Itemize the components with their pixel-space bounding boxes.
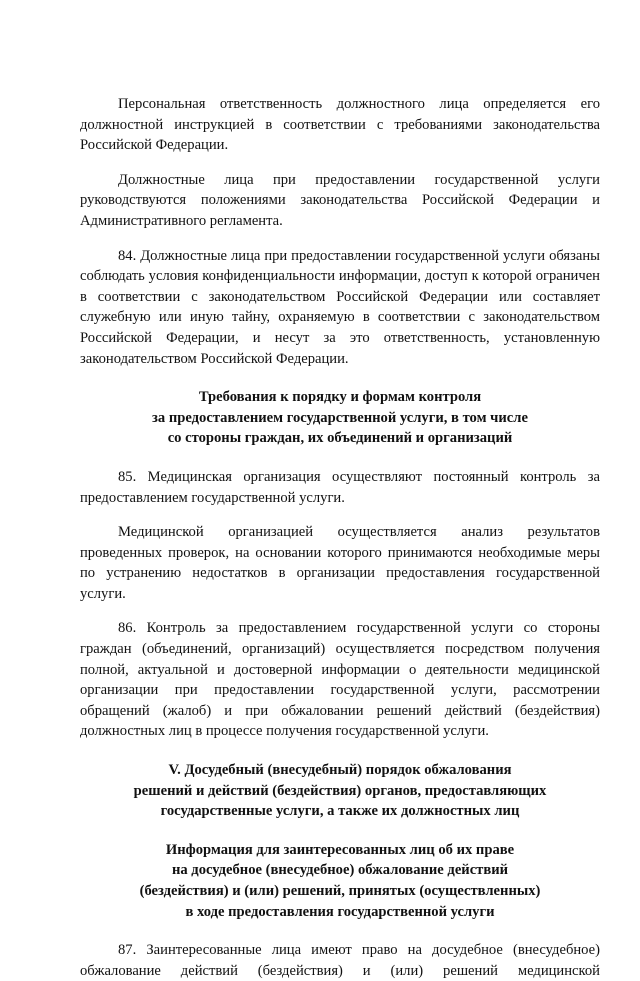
heading-appeal-information [80, 840, 600, 922]
heading-line: государственные услуги, а также их должностных лиц [160, 803, 520, 820]
paragraph-officials-guided: Должностные лица при предоставлении государственной услуги руководствуются положениями законодательства Российской Федерации и Административного регламента. [80, 171, 600, 229]
heading-line: на досудебное (внесудебное) обжалование действий [171, 862, 509, 879]
paragraph-84-confidentiality: 84. Должностные лица при предоставлении государственной услуги обязаны соблюдать условия конфиденциальности информации, доступ к которой ограничен в соответствии с законодательством Российской Федерации или составляет служебную или иную тайну, охраняемую в соответствии с законодательством Российской Федерации, и несут за это ответственность, установленную законодательством Российской Федерации. [80, 247, 600, 367]
paragraph-analysis: Медицинской организацией осуществляется анализ результатов проведенных проверок, на основании которого принимаются необходимые меры по устранению недостатков в организации предоставления государственной услуги. [80, 524, 600, 602]
paragraph-personal-responsibility: Персональная ответственность должностного лица определяется его должностной инструкцией в соответствии с требованиями законодательства Российской Федерации. [80, 96, 600, 154]
document-body [80, 94, 600, 981]
heading-section-v-appeal [80, 760, 600, 822]
heading-line: V. Досудебный (внесудебный) порядок обжалования [168, 762, 512, 779]
heading-line: со стороны граждан, их объединений и организаций [167, 430, 513, 447]
heading-line: за предоставлением государственной услуги, в том числе [152, 409, 528, 426]
paragraph-86-citizen-control: 86. Контроль за предоставлением государственной услуги со стороны граждан (объединений, организаций) осуществляется посредством получения полной, актуальной и достоверной информации о деятельности медицинской организации при предоставлении государственной услуги, рассмотрении обращений (жалоб) и при обжаловании решений действий (бездействия) должностных лиц в процессе получения государственной услуги. [80, 620, 600, 740]
heading-control-requirements [80, 387, 600, 449]
heading-line: решений и действий (бездействия) органов, предоставляющих [133, 782, 547, 799]
heading-line: Требования к порядку и формам контроля [198, 389, 482, 406]
heading-line: (бездействия) и (или) решений, принятых (осуществленных) [139, 883, 541, 899]
paragraph-87-appeal-right: 87. Заинтересованные лица имеют право на досудебное (внесудебное) обжалование действий (бездействия) и (или) решений медицинской [80, 942, 600, 979]
heading-line: Информация для заинтересованных лиц об их праве [165, 841, 515, 858]
heading-line: в ходе предоставления государственной услуги [185, 903, 495, 920]
paragraph-85-control: 85. Медицинская организация осуществляют постоянный контроль за предоставлением государственной услуги. [80, 468, 600, 506]
